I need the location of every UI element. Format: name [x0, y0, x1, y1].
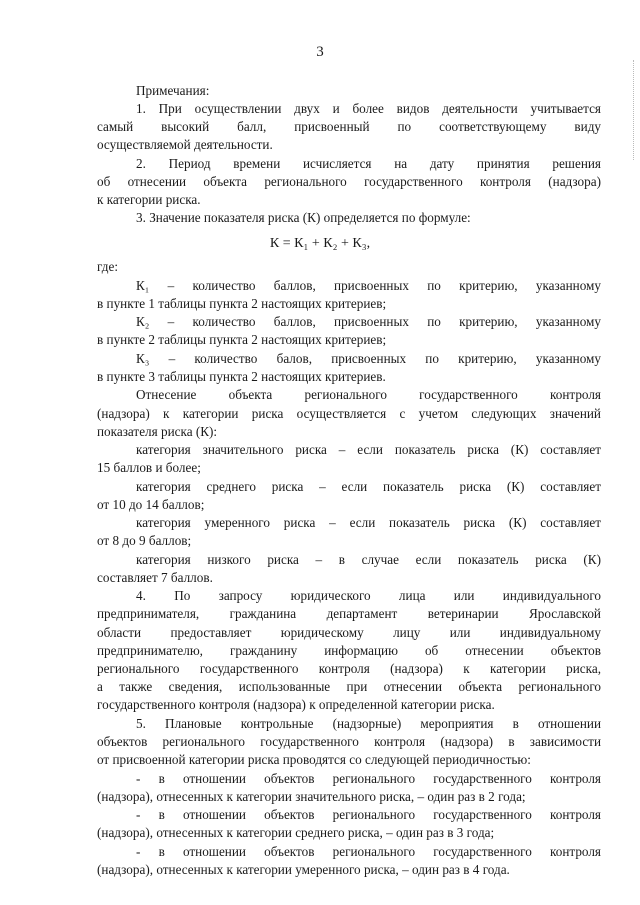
note-1-line: 1. При осуществлении двух и более видов деятельности учитывается — [136, 101, 601, 116]
assign-line: (надзора) к категории риска осуществляется с учетом следующих значений — [97, 406, 601, 421]
period-significant-line: (надзора), отнесенных к категории значительного риска, – один раз в 2 года; — [97, 789, 526, 804]
period-moderate-line: (надзора), отнесенных к категории умеренного риска, – один раз в 4 года. — [97, 862, 510, 877]
period-significant-line: - в отношении объектов регионального государственного контроля — [136, 771, 601, 786]
where-label: где: — [97, 259, 118, 274]
note-5-line: от присвоенной категории риска проводятся со следующей периодичностью: — [97, 752, 531, 767]
category-medium-line: категория среднего риска – если показатель риска (К) составляет — [136, 479, 601, 494]
period-medium-line: - в отношении объектов регионального государственного контроля — [136, 807, 601, 822]
note-3-line: 3. Значение показателя риска (К) определяется по формуле: — [136, 210, 471, 225]
category-significant-line: категория значительного риска – если показатель риска (К) составляет — [136, 442, 601, 457]
note-1-line: самый высокий балл, присвоенный по соответствующему виду — [97, 119, 601, 134]
note-5-line: 5. Плановые контрольные (надзорные) мероприятия в отношении — [136, 716, 601, 731]
k3-line: в пункте 3 таблицы пункта 2 настоящих критериев. — [97, 369, 386, 384]
category-moderate-line: от 8 до 9 баллов; — [97, 533, 192, 548]
scan-edge-mark — [633, 60, 636, 160]
k2-line: в пункте 2 таблицы пункта 2 настоящих критериев; — [97, 332, 387, 347]
note-4-line: государственного контроля (надзора) к определенной категории риска. — [97, 697, 495, 712]
period-moderate-line: - в отношении объектов регионального государственного контроля — [136, 844, 601, 859]
note-4-line: области предоставляет юридическому лицу или индивидуальному — [97, 625, 601, 640]
k3-line: К₃ – количество балов, присвоенных по критерию, указанному — [136, 351, 601, 366]
note-1-line: осуществляемой деятельности. — [97, 137, 273, 152]
notes-heading: Примечания: — [136, 83, 210, 98]
note-4-line: регионального государственного контроля (надзора) к категории риска, — [97, 661, 601, 676]
page-number: 3 — [316, 44, 324, 60]
note-2-line: к категории риска. — [97, 192, 201, 207]
k2-line: К₂ – количество баллов, присвоенных по критерию, указанному — [136, 314, 601, 329]
assign-line: показателя риска (К): — [97, 424, 218, 439]
k1-line: в пункте 1 таблицы пункта 2 настоящих критериев; — [97, 296, 387, 311]
note-2-line: 2. Период времени исчисляется на дату принятия решения — [136, 156, 601, 171]
assign-line: Отнесение объекта регионального государственного контроля — [136, 387, 601, 402]
period-medium-line: (надзора), отнесенных к категории среднего риска, – один раз в 3 года; — [97, 825, 495, 840]
note-5-line: объектов регионального государственного контроля (надзора) в зависимости — [97, 734, 601, 749]
note-4-line: 4. По запросу юридического лица или индивидуального — [136, 588, 601, 603]
category-moderate-line: категория умеренного риска – если показатель риска (К) составляет — [136, 515, 601, 530]
note-4-line: предпринимателя, гражданина департамент ветеринарии Ярославской — [97, 606, 601, 621]
category-low-line: составляет 7 баллов. — [97, 570, 213, 585]
note-2-line: об отнесении объекта регионального государственного контроля (надзора) — [97, 174, 601, 189]
k1-line: К₁ – количество баллов, присвоенных по критерию, указанному — [136, 278, 601, 293]
category-significant-line: 15 баллов и более; — [97, 460, 201, 475]
category-low-line: категория низкого риска – в случае если показатель риска (К) — [136, 552, 601, 567]
note-4-line: предпринимателю, гражданину информацию об отнесении объектов — [97, 643, 601, 658]
risk-formula: К = К₁ + К₂ + К₃, — [269, 236, 371, 251]
category-medium-line: от 10 до 14 баллов; — [97, 497, 205, 512]
note-4-line: а также сведения, использованные при отнесении объекта регионального — [97, 679, 601, 694]
